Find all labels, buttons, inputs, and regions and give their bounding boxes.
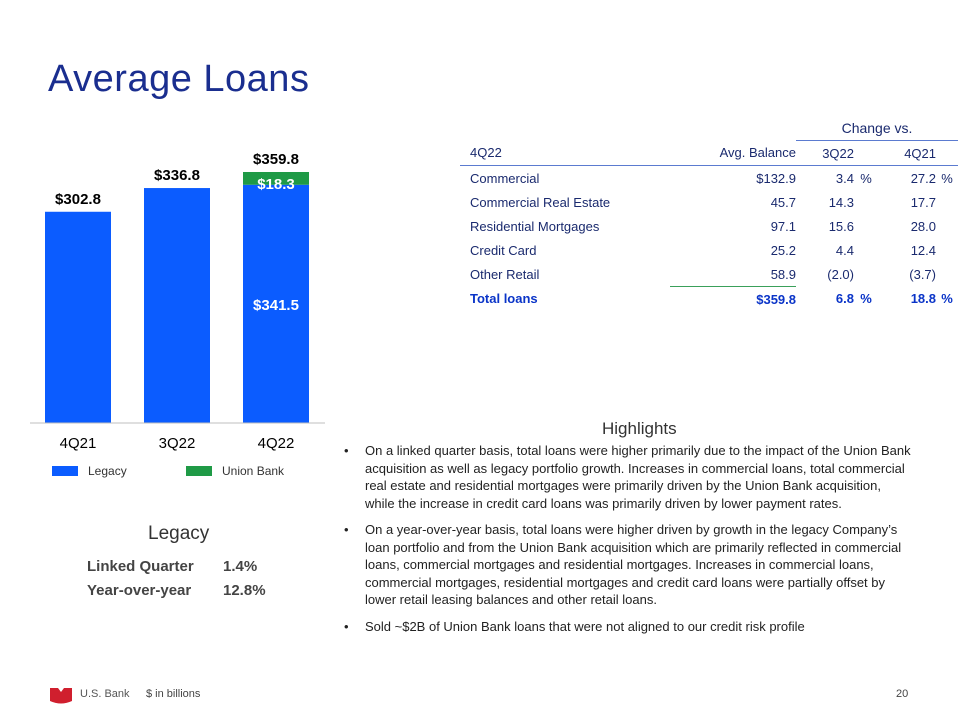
highlights-title: Highlights: [602, 419, 677, 438]
row-category: Residential Mortgages: [470, 218, 600, 234]
row-y-change: (3.7): [909, 266, 936, 282]
table-row: [460, 238, 958, 262]
row-category: Credit Card: [470, 242, 537, 258]
table-row: [460, 166, 958, 191]
page-number: 20: [896, 688, 909, 700]
row-q-pct: [854, 238, 878, 262]
total-category: Total loans: [470, 291, 538, 307]
metric-value: 12.8%: [223, 582, 266, 599]
legend-union-bank: [186, 464, 284, 478]
metric-label: Linked Quarter: [87, 558, 194, 575]
header-period: 4Q22: [460, 141, 670, 166]
metric-row-linked-quarter: [87, 558, 277, 575]
highlight-bullet: • On a year-over-year basis, total loans were higher driven by growth in the legacy Company’s loan portfolio and from the Union Bank acquisition which are primarily reflected in commercial loans, commercial mortgages and residential mortgages. Increases in commercial loans, commercial mortgages, residential mortgages and credit card loans were partially offset by lower retail leasing balances and other retail loans.: [344, 521, 914, 609]
header-3q22: 3Q22: [796, 141, 854, 166]
legend-union-bank-label: Union Bank: [222, 464, 285, 478]
row-q-pct: [854, 190, 878, 214]
table-row: [460, 262, 958, 287]
loans-table: [460, 116, 958, 311]
total-y-pct: %: [941, 291, 953, 307]
row-y-pct: [936, 262, 958, 287]
bar-legacy-4q21: [45, 212, 111, 423]
row-q-change: 3.4: [835, 170, 854, 186]
row-y-change: 28.0: [910, 218, 936, 234]
legend-legacy-label: Legacy: [88, 464, 127, 478]
bar-total-label: $336.8: [154, 167, 200, 185]
metric-row-year-over-year: [87, 582, 277, 599]
metric-value: 1.4%: [223, 558, 258, 575]
row-balance: $132.9: [756, 170, 796, 186]
table-row: [460, 190, 958, 214]
row-y-pct: [936, 214, 958, 238]
highlight-bullet: • Sold ~$2B of Union Bank loans that were not aligned to our credit risk profile: [344, 618, 914, 636]
us-bank-logo-icon: [50, 686, 72, 704]
total-row: [460, 287, 958, 312]
highlight-bullet: • On a linked quarter basis, total loans were higher primarily due to the impact of the Union Bank acquisition as well as legacy portfolio growth. Increases in commercial loans, total commercial real estate and residential mortgages were primarily driven by the Union Bank acquisition, while the increase in credit card loans was primarily driven by lower payment rates.: [344, 442, 914, 512]
row-balance: 97.1: [770, 218, 796, 234]
row-y-change: 27.2: [910, 170, 936, 186]
category-tick-label: 4Q21: [59, 435, 97, 452]
loans-bar-chart: [0, 0, 340, 500]
row-q-change: 14.3: [828, 194, 854, 210]
highlights-list: [344, 442, 914, 644]
change-vs-header: Change vs.: [796, 116, 958, 141]
row-y-pct: %: [941, 170, 953, 186]
row-q-change: 4.4: [835, 242, 854, 258]
row-balance: 58.9: [770, 266, 796, 282]
row-y-pct: [936, 238, 958, 262]
legend-union-bank-swatch: [186, 466, 212, 476]
category-tick-label: 3Q22: [158, 435, 196, 452]
legend-legacy-swatch: [52, 466, 78, 476]
row-category: Other Retail: [470, 266, 540, 282]
row-category: Commercial: [470, 170, 540, 186]
bar-legacy-3q22: [144, 188, 210, 423]
legend-legacy: [52, 464, 127, 478]
legacy-metrics-title: Legacy: [148, 523, 210, 544]
total-q-pct: %: [860, 291, 872, 307]
row-q-change: 15.6: [828, 218, 854, 234]
bar-total-label: $359.8: [253, 151, 299, 168]
row-q-pct: [854, 214, 878, 238]
row-y-change: 17.7: [910, 194, 936, 210]
row-q-change: (2.0): [827, 266, 854, 282]
table-row: [460, 214, 958, 238]
row-balance: 25.2: [770, 242, 796, 258]
total-q-change: 6.8: [835, 291, 854, 307]
row-q-pct: %: [860, 170, 872, 186]
footer-note: $ in billions: [146, 688, 201, 700]
row-category: Commercial Real Estate: [470, 194, 611, 210]
table-header-row: [460, 141, 958, 166]
segment-label-legacy: $341.5: [253, 296, 299, 314]
total-y-change: 18.8: [910, 291, 936, 307]
row-y-change: 12.4: [910, 242, 936, 258]
row-y-pct: [936, 190, 958, 214]
footer-brand: U.S. Bank: [80, 688, 130, 700]
row-q-pct: [854, 262, 878, 287]
bar-total-label: $302.8: [55, 190, 101, 208]
total-balance: $359.8: [670, 287, 796, 312]
header-balance: Avg. Balance: [670, 141, 796, 166]
segment-label-union-bank: $18.3: [257, 176, 295, 193]
change-header-row: [460, 116, 958, 141]
row-balance: 45.7: [770, 194, 796, 210]
metric-label: Year-over-year: [87, 582, 192, 599]
header-4q21: 4Q21: [878, 141, 936, 166]
category-tick-label: 4Q22: [257, 435, 295, 452]
page-title: Average Loans: [48, 58, 310, 100]
